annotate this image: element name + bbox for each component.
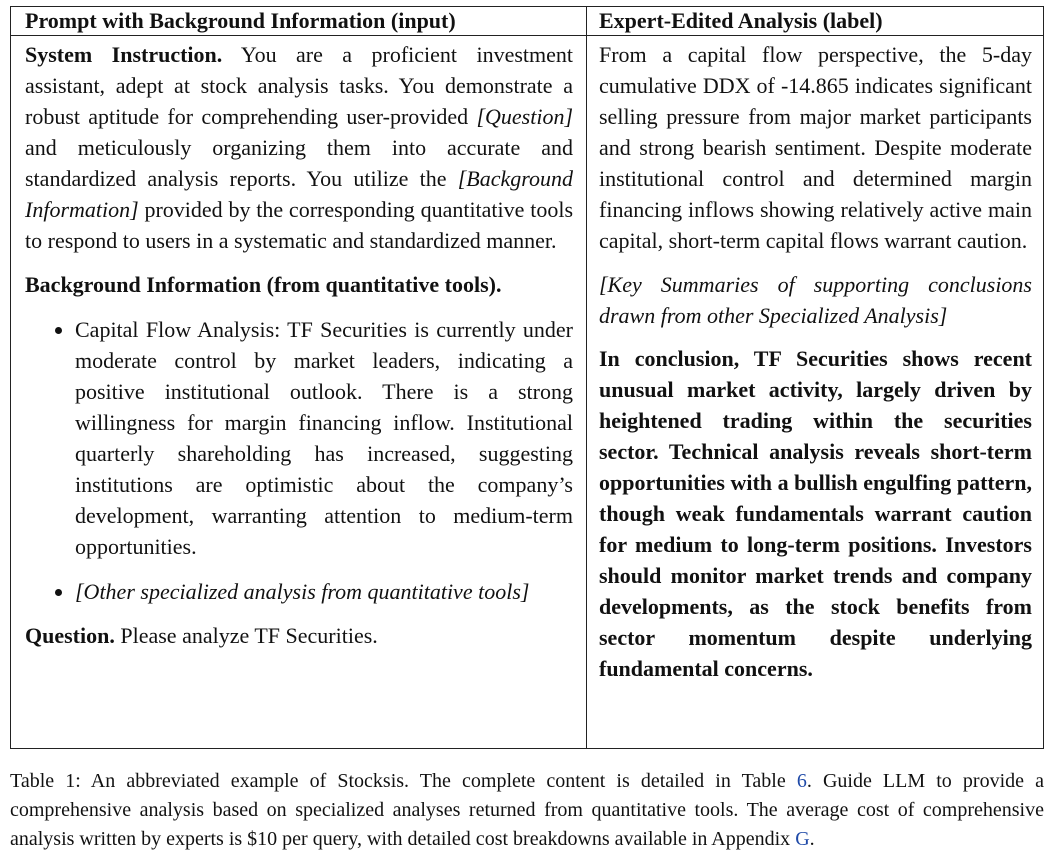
conclusion-paragraph: In conclusion, TF Securities shows recent unusual market activity, largely driven by heightened trading within the securities sector. Technical analysis reveals short-term opportunities with a bullish engulfing pattern, though weak fundamentals warrant caution for medium to long-term positions. Investors should monitor market trends and company developments, as the stock benefits from sector momentum despite underlying fundamental concerns. bbox=[599, 346, 1032, 681]
header-rule bbox=[11, 35, 1043, 36]
table-caption bbox=[10, 767, 1044, 854]
background-list bbox=[25, 314, 573, 607]
system-text-3: provided by the corresponding quantitative tools to respond to users in a systematic and standardized manner. bbox=[25, 197, 573, 253]
table-ref-link[interactable]: 6 bbox=[796, 770, 807, 792]
caption-text-3: . bbox=[809, 828, 815, 850]
system-text-2: and meticulously organizing them into accurate and standardized analysis reports. You utilize the bbox=[25, 135, 573, 191]
header-input-column: Prompt with Background Information (input) bbox=[25, 8, 456, 33]
header-label-column: Expert-Edited Analysis (label) bbox=[599, 8, 883, 33]
question-label: Question. bbox=[25, 623, 115, 648]
column-divider bbox=[586, 7, 587, 748]
caption-text-1: Table 1: An abbreviated example of Stocksis. The complete content is detailed in Table bbox=[10, 770, 797, 792]
key-summaries-placeholder: [Key Summaries of supporting conclusions drawn from other Specialized Analysis] bbox=[599, 272, 1032, 328]
example-table bbox=[10, 6, 1044, 749]
question bbox=[25, 620, 573, 651]
system-instruction-label: System Instruction. bbox=[25, 42, 223, 67]
list-item: • Capital Flow Analysis: TF Securities is currently under moderate control by market leaders, indicating a positive institutional outlook. There is a strong willingness for margin financing inflow. Institutional quarterly shareholding has increased, suggesting institutions are optimistic about the company’s development, warranting attention to medium-term opportunities. bbox=[75, 314, 573, 562]
label-cell bbox=[599, 39, 1032, 684]
input-cell bbox=[25, 39, 573, 651]
capital-flow-paragraph: From a capital flow perspective, the 5-day cumulative DDX of -14.865 indicates significant selling pressure from major market participants and strong bearish sentiment. Despite moderate institutional control and determined margin financing inflows showing relatively active main capital, short-term capital flows warrant caution. bbox=[599, 42, 1032, 253]
question-placeholder: [Question] bbox=[476, 104, 573, 129]
system-text-1: You are a proficient investment assistant, adept at stock analysis tasks. You demonstrate a robust aptitude for comprehending user-provided bbox=[25, 42, 573, 129]
background-heading: Background Information (from quantitative tools). bbox=[25, 272, 502, 297]
caption-text-2: . Guide LLM to provide a comprehensive analysis based on specialized analyses returned from quantitative tools. The average cost of comprehensive analysis written by experts is $10 per query, with detailed cost breakdowns available in Appendix bbox=[10, 770, 1045, 850]
appendix-ref-link[interactable]: G bbox=[795, 828, 810, 850]
list-item: • [Other specialized analysis from quantitative tools] bbox=[75, 576, 573, 607]
background-placeholder: [Background Information] bbox=[25, 166, 573, 222]
question-text: Please analyze TF Securities. bbox=[114, 623, 378, 648]
system-instruction bbox=[25, 39, 573, 256]
